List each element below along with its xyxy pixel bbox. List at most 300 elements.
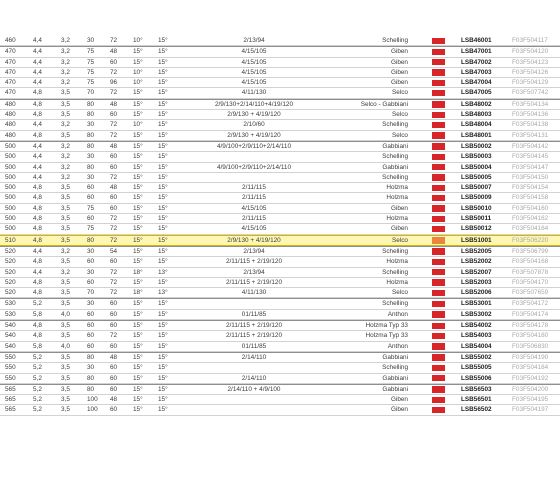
table-cell: LSB54002	[461, 322, 492, 330]
table-cell: 470	[5, 89, 16, 97]
table-cell: 4,4	[33, 173, 42, 181]
table-cell: 520	[5, 289, 16, 297]
table-cell: 13°	[158, 268, 168, 276]
product-logo-icon	[432, 164, 445, 170]
table-cell: 2/13/94	[243, 37, 265, 44]
table-cell: Anthon	[387, 310, 408, 318]
table-cell: LSB50003	[461, 153, 492, 161]
table-cell: 4,4	[33, 48, 42, 56]
table-cell: 10°	[133, 79, 143, 87]
table-cell: Giben	[390, 225, 408, 233]
table-cell: 520	[5, 247, 16, 255]
table-cell: 48	[110, 353, 118, 361]
table-cell: 100	[87, 406, 98, 414]
table-cell: 5,2	[33, 396, 42, 404]
table-cell: LSB50002	[461, 142, 492, 150]
table-cell: 15°	[158, 353, 168, 361]
table-cell: 4/9/100+2/9/110+2/14/110	[216, 142, 292, 150]
table-cell: 15°	[158, 406, 168, 414]
table-cell: 15°	[133, 236, 143, 244]
table-row[interactable]	[0, 163, 560, 173]
table-cell: Schelling	[382, 247, 408, 255]
table-cell: F03F504150	[512, 173, 549, 181]
table-cell: 4,8	[33, 131, 42, 139]
product-logo-icon	[432, 269, 445, 275]
table-cell: 15°	[158, 131, 168, 139]
table-cell: F03F504123	[512, 58, 549, 66]
table-row[interactable]	[0, 342, 560, 352]
table-cell: 10°	[133, 68, 143, 76]
table-cell: 550	[5, 364, 16, 372]
table-cell: 15°	[158, 247, 168, 255]
table-cell	[170, 363, 338, 372]
table-cell: 3,5	[61, 258, 70, 266]
table-row[interactable]	[0, 395, 560, 405]
table-row[interactable]	[0, 204, 560, 214]
table-cell: Selco	[392, 111, 408, 119]
table-cell: 60	[110, 364, 118, 372]
table-row[interactable]	[0, 152, 560, 162]
table-cell: 30	[87, 247, 95, 255]
table-cell: LSB50004	[461, 163, 492, 171]
table-cell: 3,2	[61, 58, 70, 66]
table-cell: 3,5	[61, 322, 70, 330]
table-cell: 15°	[158, 48, 168, 56]
table-cell: 15°	[158, 100, 168, 108]
table-cell: 2/11/115 + 2/19/120	[225, 258, 283, 266]
table-cell: F03F504172	[512, 300, 549, 308]
table-cell: 5,8	[33, 310, 42, 318]
table-cell: 4,8	[33, 204, 42, 212]
table-cell: 470	[5, 79, 16, 87]
product-logo-icon	[432, 343, 445, 349]
table-cell: F03F507659	[512, 289, 549, 297]
table-cell: 3,2	[61, 79, 70, 87]
table-cell: 4,0	[61, 310, 70, 318]
table-cell: F03F504178	[512, 322, 549, 330]
table-cell: 15°	[158, 163, 168, 171]
table-cell: 4,4	[33, 58, 42, 66]
table-cell: 2/11/115	[242, 184, 266, 192]
table-cell: 15°	[158, 153, 168, 161]
table-cell: 30	[87, 153, 95, 161]
table-cell: 4,4	[33, 268, 42, 276]
table-row[interactable]	[0, 88, 560, 98]
product-logo-icon	[432, 290, 445, 296]
table-cell: F03F504164	[512, 225, 549, 233]
table-cell: 5,2	[33, 374, 42, 382]
product-logo-icon	[432, 38, 445, 44]
table-row[interactable]	[0, 384, 560, 395]
table-cell: 500	[5, 184, 16, 192]
table-cell: 30	[87, 268, 95, 276]
table-cell: LSB53001	[461, 300, 492, 308]
table-cell: Giben	[390, 396, 408, 404]
table-cell: 520	[5, 278, 16, 286]
table-cell: 15°	[133, 89, 143, 97]
table-cell: 15°	[158, 236, 168, 244]
table-row[interactable]	[0, 298, 560, 309]
table-cell: 500	[5, 163, 16, 171]
table-cell: Schelling	[382, 300, 408, 308]
table-cell: 48	[110, 142, 118, 150]
table-cell: Schelling	[382, 173, 408, 181]
table-row[interactable]	[0, 374, 560, 384]
table-cell: 15°	[133, 342, 143, 350]
table-cell: 15°	[158, 79, 168, 87]
product-logo-icon	[432, 248, 445, 254]
table-cell: 2/11/115	[242, 194, 266, 202]
table-cell: Schelling	[382, 268, 408, 276]
table-cell: 60	[110, 374, 118, 382]
table-cell: Holzma	[386, 278, 408, 286]
table-cell: F03F504197	[512, 406, 549, 414]
table-cell: 3,5	[61, 374, 70, 382]
table-cell: 15°	[158, 111, 168, 119]
table-cell: 3,2	[61, 142, 70, 150]
table-cell: 15°	[133, 332, 143, 340]
table-cell: Giben	[390, 68, 408, 76]
table-cell: 4,4	[33, 68, 42, 76]
table-cell: Giben	[390, 79, 408, 87]
table-cell: 15°	[158, 396, 168, 404]
table-cell: 15°	[133, 100, 143, 108]
table-cell: 4,4	[33, 142, 42, 150]
product-logo-icon	[432, 216, 445, 222]
table-cell: 3,5	[61, 278, 70, 286]
table-cell: 72	[110, 173, 118, 181]
table-cell: LSB52007	[461, 268, 492, 276]
table-cell: LSB56501	[461, 396, 492, 404]
product-logo-icon	[432, 407, 445, 413]
table-cell: 15°	[133, 131, 143, 139]
table-cell: 60	[87, 342, 95, 350]
table-cell: 3,2	[61, 268, 70, 276]
table-cell: 15°	[133, 278, 143, 286]
table-cell: 3,5	[61, 332, 70, 340]
table-cell: 4,4	[33, 153, 42, 161]
table-cell: 3,5	[61, 364, 70, 372]
table-cell: 4,8	[33, 100, 42, 108]
table-cell	[170, 152, 338, 161]
table-cell: 3,5	[61, 194, 70, 202]
table-cell: 15°	[133, 204, 143, 212]
table-cell: F03F504136	[512, 111, 549, 119]
table-cell: F03F504142	[512, 142, 549, 150]
table-cell: 2/14/110	[241, 353, 267, 361]
table-cell: 75	[87, 204, 95, 212]
table-cell: 15°	[133, 153, 143, 161]
product-logo-icon	[432, 354, 445, 360]
table-cell: 15°	[158, 310, 168, 318]
product-logo-icon	[432, 397, 445, 403]
table-cell: 15°	[158, 37, 168, 44]
table-cell: LSB48003	[461, 111, 492, 119]
table-cell: 80	[87, 236, 95, 244]
table-cell: Giben	[390, 48, 408, 56]
table-cell: 510	[5, 236, 16, 244]
table-row[interactable]	[0, 68, 560, 78]
table-cell: 3,5	[61, 111, 70, 119]
table-row-highlighted[interactable]	[0, 235, 560, 246]
table-cell: 15°	[158, 364, 168, 372]
table-cell: LSB55006	[461, 374, 492, 382]
table-cell: 3,5	[61, 215, 70, 223]
table-row[interactable]	[0, 331, 560, 341]
table-cell: 15°	[158, 121, 168, 129]
table-cell: 4,8	[33, 322, 42, 330]
table-cell: 01/11/85	[241, 342, 267, 350]
table-row[interactable]	[0, 405, 560, 415]
table-cell: 15°	[158, 142, 168, 150]
table-cell: Selco	[392, 131, 408, 139]
table-cell: 3,2	[61, 247, 70, 255]
product-logo-icon	[432, 259, 445, 265]
table-cell: Holzma Typ 33	[365, 322, 408, 330]
table-cell: 15°	[133, 258, 143, 266]
table-cell: 30	[87, 37, 95, 44]
table-cell: 460	[5, 37, 16, 44]
table-cell: Giben	[390, 58, 408, 66]
table-cell: 48	[110, 48, 118, 56]
table-cell: 500	[5, 225, 16, 233]
table-cell: 4,8	[33, 111, 42, 119]
product-logo-icon	[432, 143, 445, 149]
table-row[interactable]	[0, 36, 560, 46]
table-cell: 2/9/130 + 4/19/120	[227, 236, 281, 244]
table-cell: 540	[5, 322, 16, 330]
table-cell: F03F504131	[512, 131, 549, 139]
table-cell: 4,8	[33, 278, 42, 286]
table-cell: 4,8	[33, 225, 42, 233]
table-cell: 15°	[133, 173, 143, 181]
table-cell: F03F506799	[512, 247, 549, 255]
product-logo-icon	[432, 365, 445, 371]
table-cell: F03F504192	[512, 374, 549, 382]
table-cell	[170, 395, 338, 404]
table-cell: Selco	[392, 236, 408, 244]
table-cell: 72	[110, 121, 118, 129]
table-row[interactable]	[0, 363, 560, 373]
table-cell: 2/14/110	[241, 374, 267, 382]
table-row[interactable]	[0, 183, 560, 193]
table-cell: 500	[5, 215, 16, 223]
table-cell: LSB54003	[461, 332, 492, 340]
table-row[interactable]	[0, 120, 560, 130]
table-cell: 60	[110, 322, 118, 330]
table-cell: 72	[110, 37, 118, 44]
table-cell: 15°	[158, 278, 168, 286]
table-cell: 60	[87, 258, 95, 266]
table-cell: LSB50007	[461, 184, 492, 192]
table-cell: Holzma	[386, 184, 408, 192]
table-cell: 60	[110, 163, 118, 171]
table-row[interactable]	[0, 131, 560, 141]
table-row[interactable]	[0, 99, 560, 110]
table-cell: 80	[87, 131, 95, 139]
table-row[interactable]	[0, 268, 560, 278]
table-cell: 60	[87, 278, 95, 286]
table-cell: 15°	[133, 364, 143, 372]
table-cell: 565	[5, 385, 16, 393]
table-row[interactable]	[0, 288, 560, 298]
table-cell: Gabbiani	[382, 142, 408, 150]
table-cell: 15°	[158, 58, 168, 66]
table-cell: 18°	[133, 289, 143, 297]
table-cell: 500	[5, 153, 16, 161]
table-row[interactable]	[0, 310, 560, 320]
table-cell: 2/11/115 + 2/19/120	[225, 332, 283, 340]
table-cell: 15°	[158, 225, 168, 233]
table-row[interactable]	[0, 58, 560, 68]
table-cell: 565	[5, 406, 16, 414]
table-cell: 5,2	[33, 353, 42, 361]
table-row[interactable]	[0, 214, 560, 224]
table-cell: 3,2	[61, 48, 70, 56]
table-cell: 4/15/105	[241, 48, 267, 56]
table-cell: 15°	[158, 385, 168, 393]
table-cell: 15°	[133, 58, 143, 66]
table-cell: 15°	[133, 353, 143, 361]
table-cell: 60	[110, 342, 118, 350]
table-cell: LSB47005	[461, 89, 492, 97]
table-cell: 520	[5, 268, 16, 276]
product-logo-icon	[432, 386, 445, 392]
table-cell: Holzma	[386, 215, 408, 223]
table-cell: F03F504138	[512, 121, 549, 129]
product-logo-icon	[432, 185, 445, 191]
table-cell: LSB50010	[461, 204, 492, 212]
table-cell: 4,4	[33, 121, 42, 129]
table-cell: Holzma Typ 33	[365, 332, 408, 340]
table-cell: F03F507742	[512, 89, 549, 97]
product-logo-icon	[432, 333, 445, 339]
product-logo-icon	[432, 122, 445, 128]
table-cell: 10°	[133, 37, 143, 44]
table-cell: 72	[110, 268, 118, 276]
table-cell: 3,2	[61, 121, 70, 129]
table-cell	[170, 405, 338, 414]
table-cell: Schelling	[382, 153, 408, 161]
table-cell: 30	[87, 364, 95, 372]
table-row[interactable]	[0, 257, 560, 267]
table-cell: Schelling	[382, 121, 408, 129]
table-cell: 80	[87, 385, 95, 393]
table-cell: Gabbiani	[382, 374, 408, 382]
table-cell: 4,8	[33, 184, 42, 192]
table-cell: 4,8	[33, 89, 42, 97]
table-cell: 75	[87, 79, 95, 87]
table-row[interactable]	[0, 173, 560, 183]
table-cell: 75	[87, 58, 95, 66]
table-cell: 15°	[158, 173, 168, 181]
product-logo-icon	[432, 311, 445, 317]
table-cell: 4/15/105	[241, 68, 267, 76]
table-cell: 3,5	[61, 184, 70, 192]
table-cell: 15°	[133, 142, 143, 150]
table-cell: 80	[87, 353, 95, 361]
table-row[interactable]	[0, 352, 560, 363]
table-cell: 80	[87, 100, 95, 108]
table-cell: 3,5	[61, 300, 70, 308]
table-cell: Selco - Gabbiani	[360, 100, 408, 108]
table-cell: 80	[87, 163, 95, 171]
table-row[interactable]	[0, 246, 560, 257]
table-cell: 540	[5, 332, 16, 340]
table-cell: 60	[110, 58, 118, 66]
table-row[interactable]	[0, 320, 560, 331]
table-cell: 70	[87, 289, 95, 297]
table-cell: 01/11/85	[241, 310, 267, 318]
table-cell: 75	[87, 68, 95, 76]
table-cell: 4,0	[61, 342, 70, 350]
table-cell: 60	[87, 215, 95, 223]
table-cell: 30	[87, 300, 95, 308]
table-row[interactable]	[0, 278, 560, 288]
table-row[interactable]	[0, 141, 560, 152]
table-cell: 3,5	[61, 131, 70, 139]
table-cell: 4/9/100+2/9/110+2/14/110	[216, 163, 292, 171]
table-cell: 72	[110, 131, 118, 139]
table-cell: 15°	[133, 406, 143, 414]
table-row[interactable]	[0, 224, 560, 234]
table-cell: LSB50009	[461, 194, 492, 202]
table-cell: F03F504154	[512, 184, 549, 192]
table-cell: 3,5	[61, 289, 70, 297]
product-logo-icon	[432, 49, 445, 55]
table-row[interactable]	[0, 110, 560, 120]
table-row[interactable]	[0, 46, 560, 57]
table-cell: 470	[5, 48, 16, 56]
table-row[interactable]	[0, 193, 560, 203]
table-cell: 520	[5, 258, 16, 266]
table-cell: 60	[110, 300, 118, 308]
table-cell: LSB54004	[461, 342, 492, 350]
table-cell: 5,2	[33, 406, 42, 414]
table-cell: 4,8	[33, 258, 42, 266]
table-cell: 4/15/105	[241, 58, 267, 66]
table-cell: 72	[110, 89, 118, 97]
table-cell: 2/11/115 + 2/19/120	[225, 278, 283, 286]
table-cell: 4,4	[33, 79, 42, 87]
table-cell: 2/14/110 + 4/9/100	[227, 385, 281, 393]
table-cell: F03F504145	[512, 153, 549, 161]
product-logo-icon	[432, 132, 445, 138]
table-cell: F03F504190	[512, 353, 549, 361]
table-cell: 15°	[133, 310, 143, 318]
table-cell: 2/13/94	[243, 247, 265, 255]
table-cell: 480	[5, 100, 16, 108]
table-cell: 4,4	[33, 163, 42, 171]
table-cell: LSB50005	[461, 173, 492, 181]
product-logo-icon	[432, 59, 445, 65]
table-row[interactable]	[0, 78, 560, 88]
table-cell: F03F504168	[512, 258, 549, 266]
table-cell: 15°	[158, 184, 168, 192]
table-cell: LSB55002	[461, 353, 492, 361]
table-cell: F03F504160	[512, 204, 549, 212]
table-cell: 4/15/105	[241, 79, 267, 87]
table-cell: 15°	[133, 225, 143, 233]
table-cell: Anthon	[387, 342, 408, 350]
table-cell: F03F504195	[512, 396, 549, 404]
product-logo-icon	[432, 205, 445, 211]
table-cell: 15°	[133, 374, 143, 382]
table-cell: 72	[110, 332, 118, 340]
table-cell: 4,8	[33, 289, 42, 297]
table-cell: 3,2	[61, 173, 70, 181]
table-cell: 60	[87, 310, 95, 318]
